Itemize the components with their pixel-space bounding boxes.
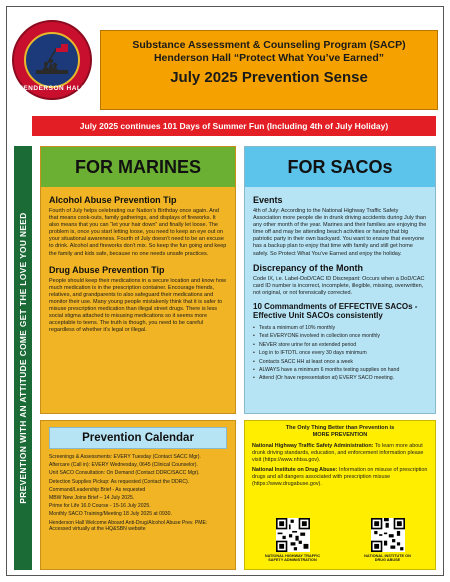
nida-qr-caption: NATIONAL INSTITUTE ON DRUG ABUSE	[364, 553, 411, 563]
program-name: Substance Assessment & Counseling Program (SACP)	[132, 39, 406, 51]
side-slogan-text: PREVENTION WITH AN ATTITUDE COME GET THE LOVE YOU NEED	[18, 212, 28, 504]
qr-code-icon[interactable]	[371, 518, 405, 552]
list-item: • NEVER store urine for an extended period	[253, 341, 427, 349]
sacos-heading: FOR SACOs	[245, 147, 435, 187]
more-prevention-box	[244, 420, 436, 570]
list-item: • Log in to IFTDTL once every 30 days minimum	[253, 349, 427, 357]
list-item: • Attend (Or have representation at) EVERY SACO meeting.	[253, 374, 427, 382]
events-text: 4th of July: According to the National Highway Traffic Safety Association more people die in drunk driving accidents during July than any other month of the year. Marines and their families are enjoying the time off and may be attending beach activities or having that big patriotic party in their own backyard. You want to ensure that everyone has a backup plan to enjoy that time with family and still get home safely. So Protect What You’ve Earned and enjoy the holiday.	[253, 208, 427, 257]
nhtsa-qr[interactable]	[264, 518, 322, 563]
nhtsa-text[interactable]: To learn more about drunk driving standards, education, and enforcement information please visit (https://www.nhtsa.gov).	[252, 443, 424, 463]
summer-banner: July 2025 continues 101 Days of Summer Fun (Including 4th of July Holiday)	[32, 116, 436, 136]
sacos-panel	[244, 146, 436, 414]
page-title: July 2025 Prevention Sense	[170, 69, 368, 86]
discrepancy-text: Code IX, i.e. Label-DoD/CAC ID Discrepant: Occurs when a DoD/CAC card ID number is incorrect, incomplete, illegible, missing, overwritten, not original, or not forensically corrected.	[253, 275, 425, 296]
list-item: • ALWAYS have a minimum 6 months testing supplies on hand	[253, 366, 427, 374]
qr-code-icon[interactable]	[276, 518, 310, 552]
alcohol-tip-title: Alcohol Abuse Prevention Tip	[49, 195, 177, 205]
calendar-item: Screenings & Assessments: EVERY Tuesday (Contact SACC Mgr).	[49, 454, 201, 460]
calendar-item: Prime for Life 16.0 Course - 15-16 July 2025.	[49, 503, 151, 510]
calendar-item: Monthly SACO Training/Meeting 18 July 2025 at 0930.	[49, 511, 172, 518]
nida-text[interactable]: Information on misuse of prescription drugs and all dangers associated with prescription misuse (https://www.drugabuse.gov).	[252, 467, 428, 487]
qr-codes	[245, 518, 435, 563]
events-title: Events	[253, 195, 283, 205]
list-item: • Test EVERYONE involved in collection once monthly	[253, 332, 427, 340]
calendar-item: MBW New Joins Brief – 14 July 2025.	[49, 495, 135, 502]
marines-heading: FOR MARINES	[41, 147, 235, 187]
info-heading: The Only Thing Better than Prevention is	[285, 425, 395, 431]
commandments-title: 10 Commandments of EFFECTIVE SACOs - Effective Unit SACOs consistently	[253, 301, 418, 321]
calendar-item: Detection Supplies Pickup: As requested (Contact the DDRC).	[49, 478, 190, 485]
nhtsa-qr-caption: NATIONAL HIGHWAY TRAFFIC SAFETY ADMINISTRATION	[264, 553, 321, 563]
flag-raising-emblem-icon	[24, 32, 80, 88]
nida-info	[252, 467, 428, 487]
calendar-item: Henderson Hall Welcome Aboard Anti-Drug/Alcohol Abuse Prev. PME: Accessed virtually at the HQ&SBN website	[49, 519, 208, 533]
nhtsa-name: National Highway Traffic Safety Administration:	[252, 443, 374, 449]
prevention-calendar	[40, 420, 236, 570]
marines-panel	[40, 146, 236, 414]
calendar-heading: Prevention Calendar	[49, 427, 227, 449]
list-item: • Tests a minimum of 10% monthly	[253, 324, 427, 332]
henderson-hall-seal	[12, 20, 92, 100]
commandments-list	[253, 324, 427, 383]
header-title-box	[100, 30, 438, 110]
seal-label: HENDERSON HALL	[18, 85, 86, 92]
nida-qr[interactable]	[359, 518, 417, 563]
calendar-item: Aftercare (Call in): EVERY Wednesday, 0645 (Clinical Counselor).	[49, 462, 198, 469]
nida-name: National Institute on Drug Abuse:	[252, 467, 338, 474]
nhtsa-info	[252, 443, 428, 463]
drug-tip-title: Drug Abuse Prevention Tip	[49, 264, 165, 275]
alcohol-tip-text: Fourth of July helps celebrating our Nation’s Birthday once again. And that means cook-outs, family gatherings, and displays of fireworks. It also means that you can “let your hair down” and finally let loose. The problem is, once you start letting loose, you need to keep an eye out on your situational awareness. Fourth of July doesn’t need to be an excuse to drink. Alcohol and fireworks don’t mix. So keep the fun going and keep the family and kids safe, because no one needs unsafe practices.	[49, 208, 227, 257]
discrepancy-title: Discrepancy of the Month	[253, 262, 364, 273]
drug-tip-text: People should keep their medications in a secure location and know how much medication is in the prescription container. Encourage friends, relatives, and grandparents to also safeguard their medications and monitor their use. Many young people mistakenly think that it is safer to misuse prescription medication than illegal street drugs. There is less social stigma attached to misusing medications so it seems more acceptable to teens. The truth is though, you need to be careful regardless of whether it’s legal or illegal.	[49, 277, 227, 334]
list-item: • Contacts SACC HH at least once a week	[253, 358, 427, 366]
info-heading-emphasis: MORE PREVENTION	[312, 432, 368, 438]
program-motto: Henderson Hall “Protect What You’ve Earned”	[153, 52, 385, 64]
calendar-item: Unit SACO Consultation: On Demand (Contact DDRC/SACC Mgr).	[49, 470, 200, 477]
calendar-item: Command/Leadership Brief - As requested	[49, 486, 146, 493]
